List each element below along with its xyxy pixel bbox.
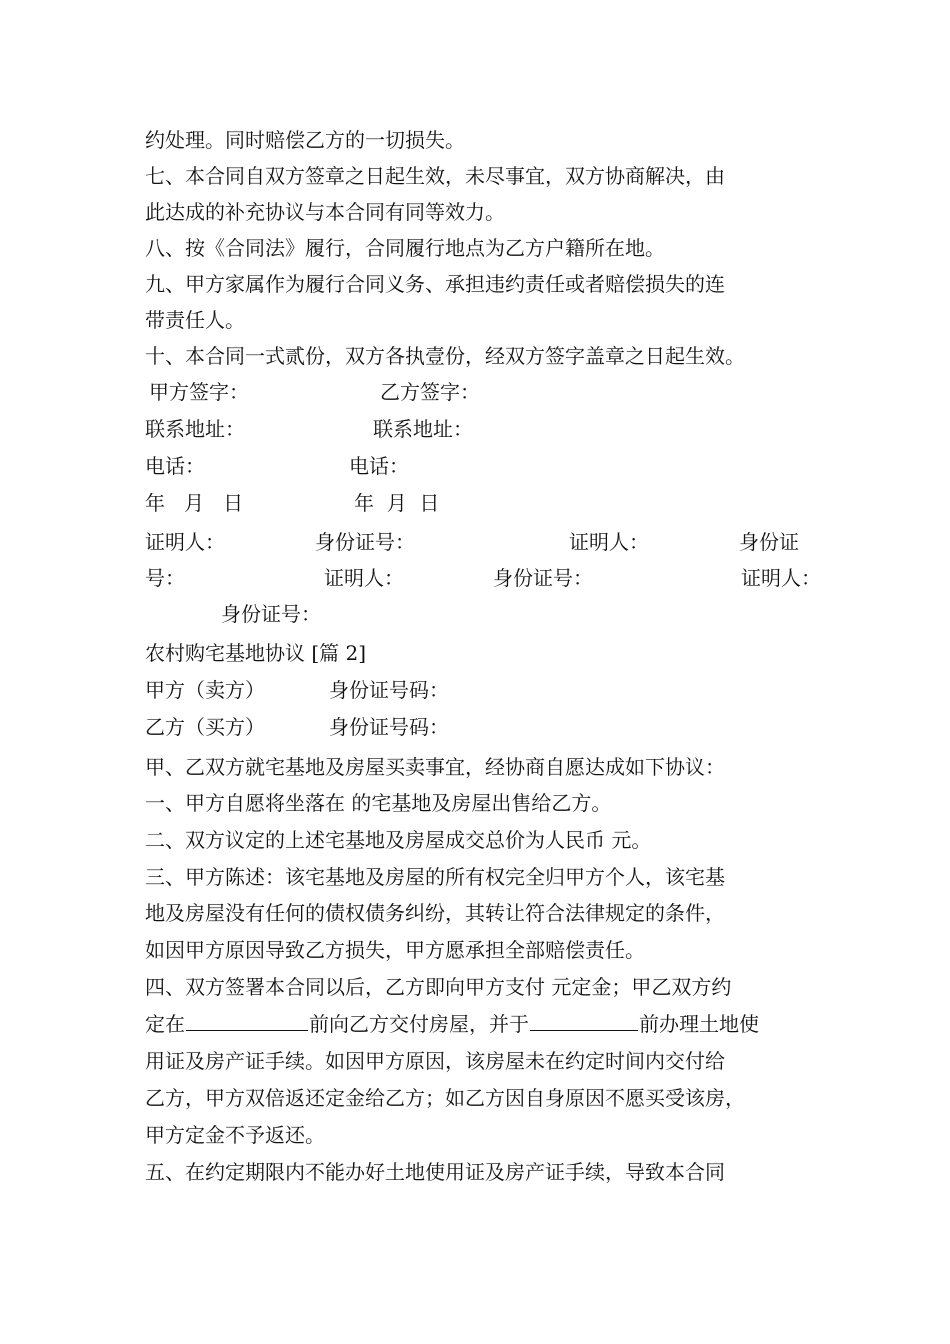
seller-row: [145, 673, 825, 707]
clause-1: 一、甲方自愿将坐落在 的宅基地及房屋出售给乙方。: [145, 791, 612, 815]
clause-4-line-5: 甲方定金不予返还。: [145, 1123, 325, 1147]
clause-10: 十、本合同一式贰份，双方各执壹份，经双方签字盖章之日起生效。: [145, 344, 745, 368]
party-a-address-label: 联系地址：: [145, 417, 245, 441]
witness-id-label: 身份证号：: [315, 530, 415, 554]
clause-4-text: 定在: [145, 1012, 185, 1036]
certificate-date-blank: [530, 1008, 638, 1031]
buyer-id-label: 身份证号码：: [329, 715, 449, 739]
witness-id-label: 号：: [145, 566, 185, 590]
agreement-intro: 甲、乙双方就宅基地及房屋买卖事宜，经协商自愿达成如下协议：: [145, 755, 725, 779]
clause-5-line-1: 五、在约定期限内不能办好土地使用证及房产证手续，导致本合同: [145, 1160, 725, 1184]
clause-9-line-1: 九、甲方家属作为履行合同义务、承担违约责任或者赔偿损失的连: [145, 272, 725, 296]
buyer-row: [145, 710, 825, 744]
text-line: 约处理。同时赔偿乙方的一切损失。: [145, 128, 465, 152]
delivery-date-blank: [186, 1008, 308, 1031]
party-b-date: 年 月 日: [354, 491, 440, 515]
party-a-phone-label: 电话：: [145, 454, 205, 478]
clause-7-line-2: 此达成的补充协议与本合同有同等效力。: [145, 200, 505, 224]
party-a-date: 年 月 日: [145, 491, 244, 515]
witness-label: 证明人：: [324, 566, 404, 590]
witness-label: 证明人：: [569, 530, 649, 554]
witness-id-label: 身份证号：: [493, 566, 593, 590]
clause-3-line-1: 三、甲方陈述：该宅基地及房屋的所有权完全归甲方个人，该宅基: [145, 865, 725, 889]
witness-row-1: [145, 525, 825, 559]
seller-label: 甲方（卖方）: [145, 678, 265, 702]
witness-row-3: [145, 597, 825, 631]
date-row: [145, 486, 825, 520]
address-row: [145, 412, 825, 446]
clause-4-line-4: 乙方，甲方双倍返还定金给乙方；如乙方因自身原因不愿买受该房，: [145, 1086, 745, 1110]
clause-4-text: 前办理土地使: [639, 1012, 759, 1036]
signature-row: [145, 375, 825, 409]
witness-id-label: 身份证号：: [221, 602, 321, 626]
witness-id-label: 身份证: [739, 530, 799, 554]
witness-label: 证明人：: [145, 530, 225, 554]
clause-4-line-3: 用证及房产证手续。如因甲方原因，该房屋未在约定时间内交付给: [145, 1049, 725, 1073]
party-b-sign-label: 乙方签字：: [380, 380, 480, 404]
phone-row: [145, 449, 825, 483]
clause-7-line-1: 七、本合同自双方签章之日起生效，未尽事宜，双方协商解决，由: [145, 164, 725, 188]
party-b-phone-label: 电话：: [349, 454, 409, 478]
clause-4-text: 前向乙方交付房屋，并于: [309, 1012, 529, 1036]
seller-id-label: 身份证号码：: [329, 678, 449, 702]
witness-label: 证明人：: [741, 566, 821, 590]
witness-row-2: [145, 561, 825, 595]
clause-4-line-1: 四、双方签署本合同以后，乙方即向甲方支付 元定金；甲乙双方约: [145, 975, 732, 999]
clause-8: 八、按《合同法》履行，合同履行地点为乙方户籍所在地。: [145, 236, 665, 260]
clause-9-line-2: 带责任人。: [145, 308, 245, 332]
clause-3-line-3: 如因甲方原因导致乙方损失，甲方愿承担全部赔偿责任。: [145, 938, 645, 962]
party-b-address-label: 联系地址：: [373, 417, 473, 441]
party-a-sign-label: 甲方签字：: [149, 380, 249, 404]
clause-3-line-2: 地及房屋没有任何的债权债务纠纷，其转让符合法律规定的条件，: [145, 901, 725, 925]
buyer-label: 乙方（买方）: [145, 715, 265, 739]
clause-2: 二、双方议定的上述宅基地及房屋成交总价为人民币 元。: [145, 828, 652, 852]
clause-4-line-2: [145, 1007, 825, 1041]
section-2-title: 农村购宅基地协议 [篇 2]: [145, 641, 367, 665]
